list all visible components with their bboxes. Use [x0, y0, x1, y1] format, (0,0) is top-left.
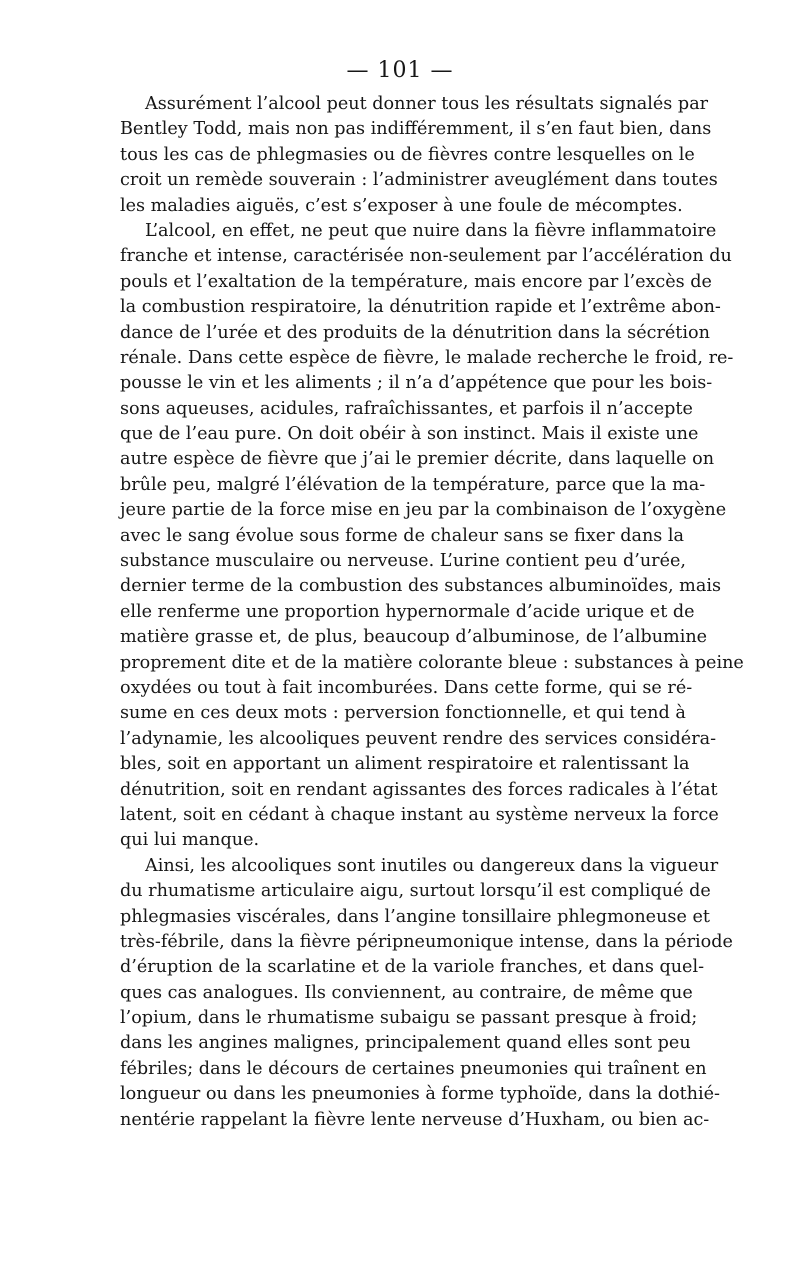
text-line: tous les cas de phlegmasies ou de fièvres contre lesquelles on le [120, 144, 695, 165]
text-line: pousse le vin et les aliments ; il n’a d’appétence que pour les bois- [120, 373, 713, 394]
text-line: du rhumatisme articulaire aigu, surtout lorsqu’il est compliqué de [120, 881, 711, 902]
text-line: franche et intense, caractérisée non-seulement par l’accélération du [120, 246, 732, 267]
text-line: elle renferme une proportion hypernormale d’acide urique et de [120, 601, 695, 622]
text-line: la combustion respiratoire, la dénutrition rapide et l’extrême abon- [120, 297, 721, 318]
text-line: qui lui manque. [120, 830, 260, 851]
text-line: substance musculaire ou nerveuse. L’urine contient peu d’urée, [120, 551, 687, 572]
text-line: d’éruption de la scarlatine et de la variole franches, et dans quel- [120, 957, 705, 978]
text-line: phlegmasies viscérales, dans l’angine tonsillaire phlegmoneuse et [120, 906, 710, 927]
text-line: sons aqueuses, acidules, rafraîchissantes, et parfois il n’accepte [120, 398, 693, 419]
text-line: dance de l’urée et des produits de la dénutrition dans la sécrétion [120, 322, 710, 343]
paragraph [120, 92, 718, 219]
text-line: dénutrition, soit en rendant agissantes des forces radicales à l’état [120, 779, 718, 800]
text-line: avec le sang évolue sous forme de chaleur sans se fixer dans la [120, 525, 685, 546]
body-text [120, 92, 744, 1133]
text-line: Bentley Todd, mais non pas indifféremment, il s’en faut bien, dans [120, 119, 712, 140]
text-line: l’adynamie, les alcooliques peuvent rendre des services considéra- [120, 728, 717, 749]
text-line: proprement dite et de la matière colorante bleue : substances à peine [120, 652, 744, 673]
paragraph [120, 854, 733, 1133]
page-number: — 101 — [346, 58, 454, 83]
text-line: oxydées ou tout à fait incomburées. Dans cette forme, qui se ré- [120, 677, 693, 698]
text-line: fébriles; dans le décours de certaines pneumonies qui traînent en [120, 1058, 707, 1079]
text-line: matière grasse et, de plus, beaucoup d’albuminose, de l’albumine [120, 627, 708, 648]
text-line: croit un remède souverain : l’administrer aveuglément dans toutes [120, 170, 718, 191]
paragraph [120, 219, 744, 854]
text-line: L’alcool, en effet, ne peut que nuire dans la fièvre inflammatoire [145, 220, 717, 241]
text-line: longueur ou dans les pneumonies à forme typhoïde, dans la dothié- [120, 1084, 720, 1105]
text-line: Ainsi, les alcooliques sont inutiles ou dangereux dans la vigueur [145, 855, 719, 876]
text-line: bles, soit en apportant un aliment respiratoire et ralentissant la [120, 754, 690, 775]
text-line: Assurément l’alcool peut donner tous les résultats signalés par [145, 94, 709, 114]
text-line: pouls et l’exaltation de la température, mais encore par l’excès de [120, 271, 712, 292]
text-line: nentérie rappelant la fièvre lente nerveuse d’Huxham, ou bien ac- [120, 1109, 710, 1130]
text-line: sume en ces deux mots : perversion fonctionnelle, et qui tend à [120, 703, 686, 724]
text-line: les maladies aiguës, c’est s’exposer à une foule de mécomptes. [120, 195, 683, 216]
text-line: brûle peu, malgré l’élévation de la température, parce que la ma- [120, 474, 706, 495]
text-line: très-fébrile, dans la fièvre péripneumonique intense, dans la période [120, 931, 733, 952]
text-line: latent, soit en cédant à chaque instant au système nerveux la force [120, 804, 719, 825]
text-line: ques cas analogues. Ils conviennent, au contraire, de même que [120, 982, 693, 1003]
text-line: dernier terme de la combustion des substances albuminoïdes, mais [120, 576, 721, 597]
text-line: que de l’eau pure. On doit obéir à son instinct. Mais il existe une [120, 424, 699, 445]
text-line: l’opium, dans le rhumatisme subaigu se passant presque à froid; [120, 1008, 698, 1029]
text-line: autre espèce de fièvre que j’ai le premier décrite, dans laquelle on [120, 449, 715, 470]
text-line: jeure partie de la force mise en jeu par la combinaison de l’oxygène [120, 500, 727, 521]
text-line: rénale. Dans cette espèce de fièvre, le malade recherche le froid, re- [120, 347, 734, 368]
text-line: dans les angines malignes, principalement quand elles sont peu [120, 1033, 691, 1054]
